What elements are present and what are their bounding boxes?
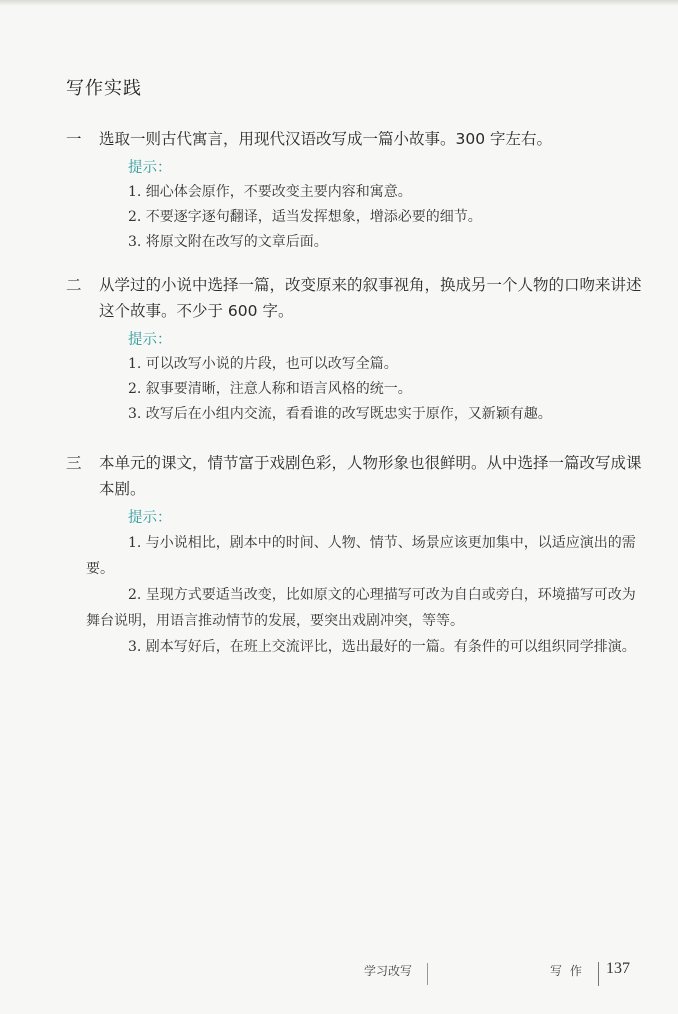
- tip-item: 1. 细心体会原作，不要改变主要内容和寓意。: [128, 184, 412, 200]
- tip-item: 1. 与小说相比，剧本中的时间、人物、情节、场景应该更加集中，以适应演出的需要。: [86, 535, 636, 577]
- tips-label: 提示：: [128, 160, 172, 176]
- exercise-prompt: 选取一则古代寓言，用现代汉语改写成一篇小故事。300 字左右。: [99, 130, 553, 148]
- footer-unit-title: 学习改写: [364, 964, 413, 978]
- footer-category: 写 作: [550, 964, 584, 978]
- page-number: 137: [606, 960, 630, 977]
- tip-item: 2. 不要逐字逐句翻译，适当发挥想象，增添必要的细节。: [128, 209, 482, 225]
- tip-item: 1. 可以改写小说的片段，也可以改写全篇。: [128, 356, 398, 372]
- footer-divider: [427, 963, 428, 985]
- exercise-1: [66, 126, 644, 255]
- tip-item: 2. 呈现方式要适当改变，比如原文的心理描写可改为自白或旁白，环境描写可改为舞台说明，用语言推动情节的发展，要突出戏剧冲突，等等。: [86, 587, 636, 629]
- tip-item: 3. 改写后在小组内交流，看看谁的改写既忠实于原作，又新颖有趣。: [128, 406, 552, 422]
- tips-label: 提示：: [128, 332, 172, 348]
- tip-item: 3. 剧本写好后，在班上交流评比，选出最好的一篇。有条件的可以组织同学排演。: [128, 639, 636, 655]
- tip-item: 3. 将原文附在改写的文章后面。: [128, 234, 328, 250]
- page-edge: [0, 0, 678, 6]
- exercise-3: [66, 450, 644, 660]
- page-title: 写作实践: [66, 78, 142, 99]
- exercise-prompt: 从学过的小说中选择一篇，改变原来的叙事视角，换成另一个人物的口吻来讲述这个故事。不少于 600 字。: [99, 276, 642, 320]
- exercise-number: 三: [66, 454, 82, 472]
- exercise-prompt: 本单元的课文，情节富于戏剧色彩，人物形象也很鲜明。从中选择一篇改写成课本剧。: [99, 454, 642, 498]
- tips-label: 提示：: [128, 510, 172, 526]
- exercise-number: 一: [66, 130, 82, 148]
- exercise-2: [66, 272, 644, 427]
- tip-item: 2. 叙事要清晰，注意人称和语言风格的统一。: [128, 381, 412, 397]
- exercise-number: 二: [66, 276, 82, 294]
- footer-divider: [598, 962, 599, 986]
